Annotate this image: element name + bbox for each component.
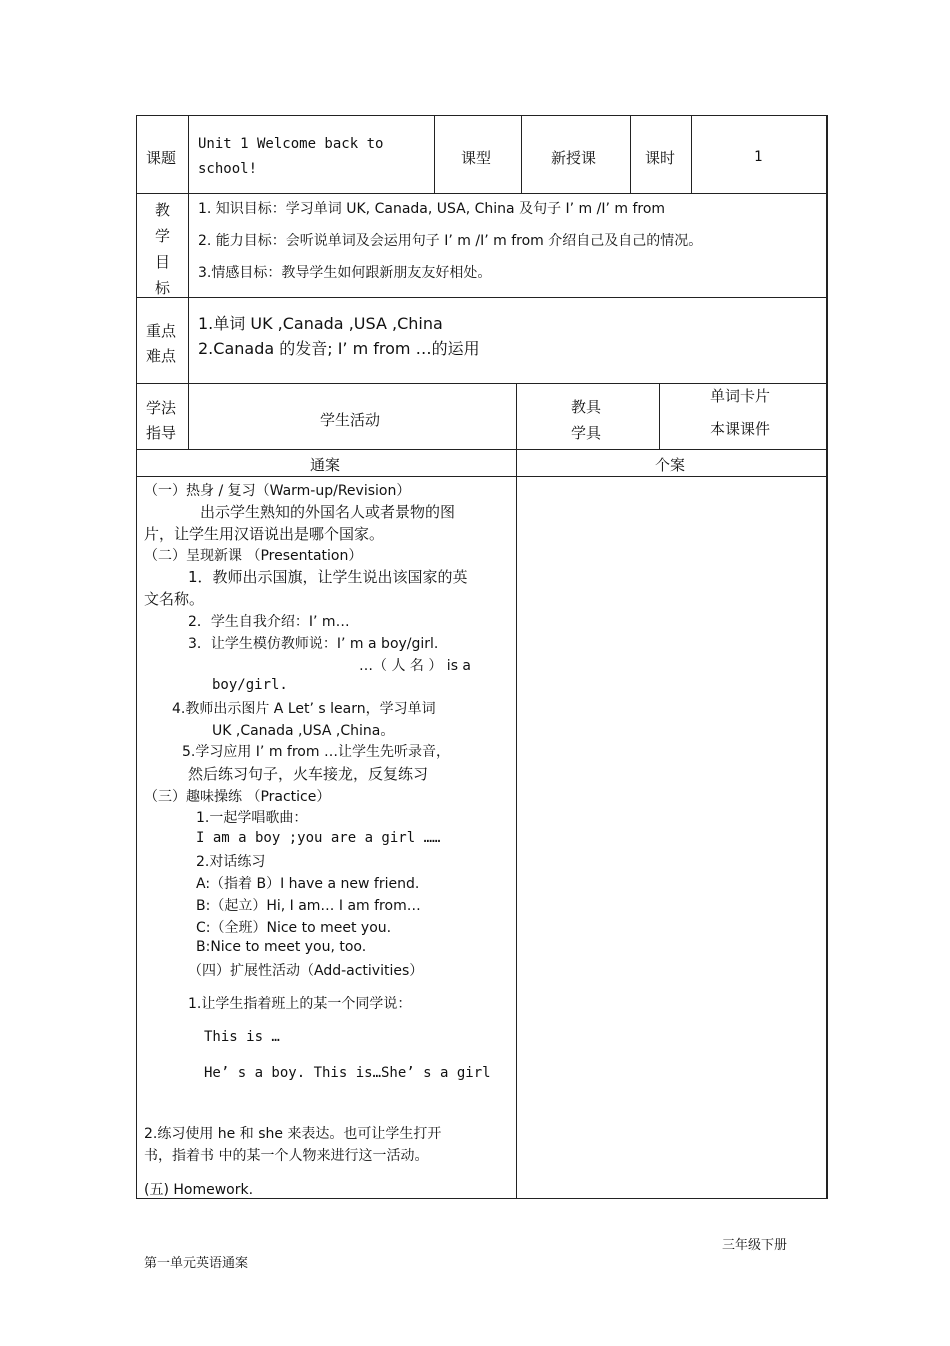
right-edge-double-line bbox=[826, 115, 827, 1199]
plan-line: …（ 人 名 ） is a bbox=[359, 658, 472, 674]
tools-label-line2: 学具 bbox=[571, 424, 602, 442]
key-points-label-line1: 重点 bbox=[146, 322, 177, 340]
plan-line: boy/girl. bbox=[212, 677, 288, 693]
goal-line-ability: 2. 能力目标：会听说单词及会运用句子 I’ m /I’ m from 介绍自己及自己的情况。 bbox=[198, 233, 703, 249]
plan-line: 4.教师出示图片 A Let’ s learn，学习单词 bbox=[172, 701, 436, 717]
plan-dialogue-line: B:（起立）Hi, I am… I am from… bbox=[196, 898, 421, 914]
common-plan-header: 通案 bbox=[310, 456, 341, 474]
tools-label-line1: 教具 bbox=[571, 398, 602, 416]
period-label: 课时 bbox=[645, 149, 676, 167]
goals-label-char: 目 bbox=[155, 253, 171, 271]
materials-line1: 单词卡片 bbox=[710, 387, 771, 405]
goals-label-char: 教 bbox=[155, 201, 171, 219]
key-point-line2: 2.Canada 的发音; I’ m from …的运用 bbox=[198, 339, 480, 358]
goal-line-emotion: 3.情感目标：教导学生如何跟新朋友友好相处。 bbox=[198, 265, 492, 281]
method-label-line2: 指导 bbox=[146, 424, 177, 442]
plan-section-warmup: （一）热身 / 复习（Warm-up/Revision） bbox=[144, 483, 411, 499]
key-points-label-line2: 难点 bbox=[146, 347, 177, 365]
plan-line: 出示学生熟知的外国名人或者景物的图 bbox=[200, 503, 456, 521]
plan-line: This is … bbox=[204, 1029, 280, 1045]
plan-line: He’ s a boy. This is…She’ s a girl bbox=[204, 1065, 491, 1081]
plan-line: 然后练习句子，火车接龙，反复练习 bbox=[188, 765, 429, 783]
plan-section-presentation: （二）呈现新课 （Presentation） bbox=[144, 548, 363, 564]
plan-line: 1．教师出示国旗，让学生说出该国家的英 bbox=[188, 568, 468, 586]
plan-line: I am a boy ;you are a girl …… bbox=[196, 830, 441, 846]
plan-line: 文名称。 bbox=[144, 590, 205, 608]
plan-dialogue-line: B:Nice to meet you, too. bbox=[196, 939, 367, 955]
topic-value-cell bbox=[188, 115, 435, 194]
plan-section-practice: （三）趣味操练 （Practice） bbox=[144, 789, 331, 805]
plan-dialogue-line: A:（指着 B）I have a new friend. bbox=[196, 876, 420, 892]
topic-value-line1: Unit 1 Welcome back to bbox=[198, 136, 384, 152]
plan-line: 2.练习使用 he 和 she 来表达。也可让学生打开 bbox=[144, 1126, 442, 1142]
plan-line: 5.学习应用 I’ m from …让学生先听录音， bbox=[182, 744, 450, 760]
type-value: 新授课 bbox=[551, 149, 597, 167]
footer-unit: 第一单元英语通案 bbox=[144, 1256, 249, 1271]
goal-line-knowledge: 1. 知识目标：学习单词 UK, Canada, USA, China 及句子 I’ m /I’ m from bbox=[198, 201, 666, 217]
plan-section-extension: （四）扩展性活动（Add-activities） bbox=[188, 963, 424, 979]
plan-dialogue-line: C:（全班）Nice to meet you. bbox=[196, 920, 392, 936]
plan-line: UK ,Canada ,USA ,China。 bbox=[212, 723, 395, 739]
individual-plan-header: 个案 bbox=[655, 456, 686, 474]
plan-line: 1.让学生指着班上的某一个同学说： bbox=[188, 996, 412, 1012]
goals-label-char: 标 bbox=[155, 279, 171, 297]
plan-section-homework: (五) Homework. bbox=[144, 1182, 254, 1198]
plan-line: 2.对话练习 bbox=[196, 854, 266, 870]
plan-line: 2．学生自我介绍：I’ m… bbox=[188, 614, 350, 630]
activity-label: 学生活动 bbox=[320, 411, 381, 429]
individual-plan-body-cell bbox=[516, 476, 828, 1199]
method-label-line1: 学法 bbox=[146, 399, 177, 417]
plan-line: 3．让学生模仿教师说：I’ m a boy/girl. bbox=[188, 636, 439, 652]
plan-line: 1.一起学唱歌曲： bbox=[196, 810, 308, 826]
footer-grade: 三年级下册 bbox=[722, 1238, 788, 1253]
type-label: 课型 bbox=[461, 149, 492, 167]
plan-line: 书，指着书 中的某一个人物来进行这一活动。 bbox=[144, 1148, 429, 1164]
topic-label: 课题 bbox=[146, 149, 177, 167]
plan-line: 片，让学生用汉语说出是哪个国家。 bbox=[144, 525, 385, 543]
goals-label-char: 学 bbox=[155, 227, 171, 245]
period-value: 1 bbox=[754, 149, 763, 165]
topic-value-line2: school! bbox=[198, 161, 258, 177]
key-point-line1: 1.单词 UK ,Canada ,USA ,China bbox=[198, 314, 443, 333]
materials-line2: 本课课件 bbox=[710, 420, 771, 438]
